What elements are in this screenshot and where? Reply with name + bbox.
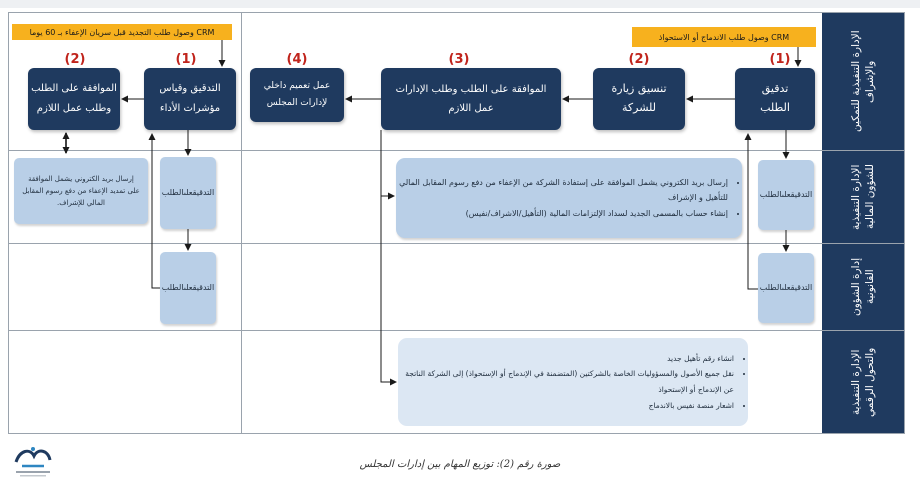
list-item: • اشعار منصة نفيس بالاندماج	[398, 398, 734, 414]
step-line: الطلب	[760, 101, 790, 114]
step-line: تنسيق زيارة	[611, 82, 667, 96]
step-line: عمل اللازم	[448, 103, 494, 114]
figure-caption: صورة رقم (2): توزيع المهام بين إدارات المجلس	[359, 459, 561, 470]
step-line: للشركة	[622, 101, 657, 114]
step-line: الموافقة على الطلب وطلب الإدارات	[395, 84, 547, 95]
lane-label-finance: الإدارة التنفيذية للشؤون المالية	[822, 151, 904, 243]
step-line: الموافقة على الطلب	[31, 83, 117, 94]
review-line: الطلب	[161, 283, 184, 293]
finance-renewal-note: إرسال بريد الكتروني يشمل الموافقة على تمديد الإعفاء من دفع رسوم المقابل المالي للإشراف.	[14, 158, 148, 224]
list-item: • إرسال بريد الكتروني يشمل الموافقة على إستفادة الشركة من الإعفاء من دفع رسوم المقابل المالي للتأهيل و الإشراف	[396, 175, 728, 205]
review-line: التدقيق	[790, 283, 813, 293]
review-line: التدقيق	[192, 283, 215, 293]
arrow	[748, 134, 758, 289]
lane-label-digital: الإدارة التنفيذية والتحول الرقمي	[822, 331, 904, 433]
lane-label-legal: إدارة الشؤون القانونية	[822, 244, 904, 330]
step-number: (3)	[448, 52, 470, 67]
review-line: الطلب	[759, 190, 782, 200]
step-line: عمل تعميم داخلي	[263, 80, 331, 91]
review-line: على	[781, 283, 791, 293]
step-line: وطلب عمل اللازم	[36, 103, 112, 114]
step-line: تدقيق	[761, 82, 789, 96]
review-line: على	[781, 190, 791, 200]
arrow	[152, 134, 160, 288]
trigger-merger-request: CRM وصول طلب الاندماج أو الاستحواذ	[632, 27, 816, 47]
review-line: على	[183, 283, 193, 293]
step-line: التدقيق وقياس	[159, 83, 221, 94]
step-number: (2)	[628, 52, 650, 67]
review-line: الطلب	[161, 188, 184, 198]
review-line: التدقيق	[192, 188, 215, 198]
step-number: (1)	[175, 52, 197, 67]
list-item: • إنشاء حساب بالمسمى الجديد لسداد الإلتزامات المالية (التأهيل/الاشراف/نفيس)	[396, 206, 728, 221]
list-item: • نقل جميع الأصول والمسؤوليات الخاصة بالشركتين (المتضمنة في الإندماج أو الإستحواذ) إلى الشركة الناتجة عن الإندماج أو الإستحواذ	[398, 366, 734, 398]
step-line: مؤشرات الأداء	[159, 103, 221, 114]
organization-logo	[10, 440, 56, 480]
lane-label-enablement: الإدارة التنفيذية للتمكين والإشراف	[822, 13, 904, 150]
step-number: (1)	[769, 52, 791, 67]
review-line: التدقيق	[790, 190, 813, 200]
step-number: (2)	[64, 52, 86, 67]
trigger-renewal-request: CRM وصول طلب التجديد قبل سريان الإعفاء بـ 60 يوما	[12, 24, 232, 40]
logo-mark	[10, 440, 56, 480]
list-item: • انشاء رقم تأهيل جديد	[398, 351, 734, 367]
review-line: على	[183, 188, 193, 198]
step-number: (4)	[286, 52, 308, 67]
step-line: لإدارات المجلس	[266, 98, 328, 108]
review-line: الطلب	[759, 283, 782, 293]
arrow	[381, 130, 396, 382]
